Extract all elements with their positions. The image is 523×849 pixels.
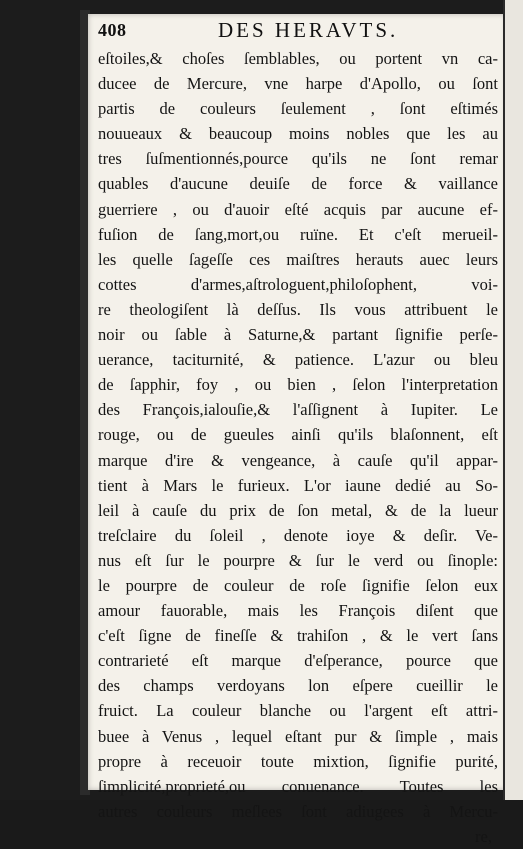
text-line: des champs verdoyans lon eſpere cueillir le	[98, 676, 498, 696]
text-line: treſclaire du ſoleil , denote ioye & deſir. Ve-	[98, 525, 498, 545]
text-line: contrarieté eſt marque d'eſperance, pource que	[98, 651, 498, 671]
text-line: leil à cauſe du prix de ſon metal, & de la lueur	[98, 500, 498, 520]
page-header	[98, 20, 498, 46]
page-number: 408	[98, 20, 127, 40]
text-line: ducee de Mercure, vne harpe d'Apollo, ou ſont	[98, 74, 498, 94]
text-line: nouueaux & beaucoup moins nobles que les au	[98, 124, 498, 144]
text-line: tient à Mars le furieux. L'or iaune dedié au So-	[98, 475, 498, 495]
page-edge	[503, 0, 523, 800]
text-line: nus eſt ſur le pourpre & ſur le verd ou ſinople:	[98, 550, 498, 570]
text-line: partis de couleurs ſeulement , ſont eſtimés	[98, 99, 498, 119]
text-line: propre à receuoir toute mixtion, ſignifie purité,	[98, 751, 498, 771]
body-text	[98, 46, 498, 849]
text-line: amour fauorable, mais les François diſent que	[98, 601, 498, 621]
text-line: cottes d'armes,aſtrologuent,philoſophent, voi-	[98, 274, 498, 294]
text-line: fuſion de ſang,mort,ou ruïne. Et c'eſt merueil-	[98, 224, 498, 244]
text-line: rouge, ou de gueules ainſi qu'ils blaſonnent, eſt	[98, 425, 498, 445]
text-line: quables d'aucune deuiſe de force & vaillance	[98, 174, 498, 194]
text-line: re theologiſent là deſſus. Ils vous attribuent le	[98, 299, 498, 319]
running-title: DES HERAVTS.	[218, 18, 399, 42]
text-line: fruict. La couleur blanche ou l'argent eſt attri-	[98, 701, 498, 721]
text-line: guerriere , ou d'auoir eſté acquis par aucune ef-	[98, 199, 498, 219]
text-line: tres ſuſmentionnés,pource qu'ils ne ſont remar	[98, 149, 498, 169]
text-line: c'eſt ſigne de fineſſe & trahiſon , & le vert ſans	[98, 626, 498, 646]
catchword: re,	[475, 826, 492, 846]
text-line: marque d'ire & vengeance, à cauſe qu'il appar-	[98, 450, 498, 470]
text-line: eſtoiles,& choſes ſemblables, ou portent vn ca-	[98, 49, 498, 68]
text-line: noir ou ſable à Saturne,& partant ſignifie perſe-	[98, 325, 498, 345]
text-line: buee à Venus , lequel eſtant pur & ſimple , mais	[98, 726, 498, 746]
text-line: les quelle ſageſſe ces maiſtres herauts auec leurs	[98, 249, 498, 269]
text-line: autres couleurs meſlees ſont adiugees à Mercu-	[98, 801, 498, 821]
text-line: ſimplicité,proprieté,ou conuenance. Toutes les	[98, 776, 498, 796]
text-line: le pourpre de couleur de roſe ſignifie ſelon eux	[98, 575, 498, 595]
text-line: uerance, taciturnité, & patience. L'azur ou bleu	[98, 350, 498, 370]
text-line: des François,ialouſie,& l'aſſignent à Iupiter. Le	[98, 400, 498, 420]
text-line: de ſapphir, foy , ou bien , ſelon l'interpretation	[98, 375, 498, 395]
